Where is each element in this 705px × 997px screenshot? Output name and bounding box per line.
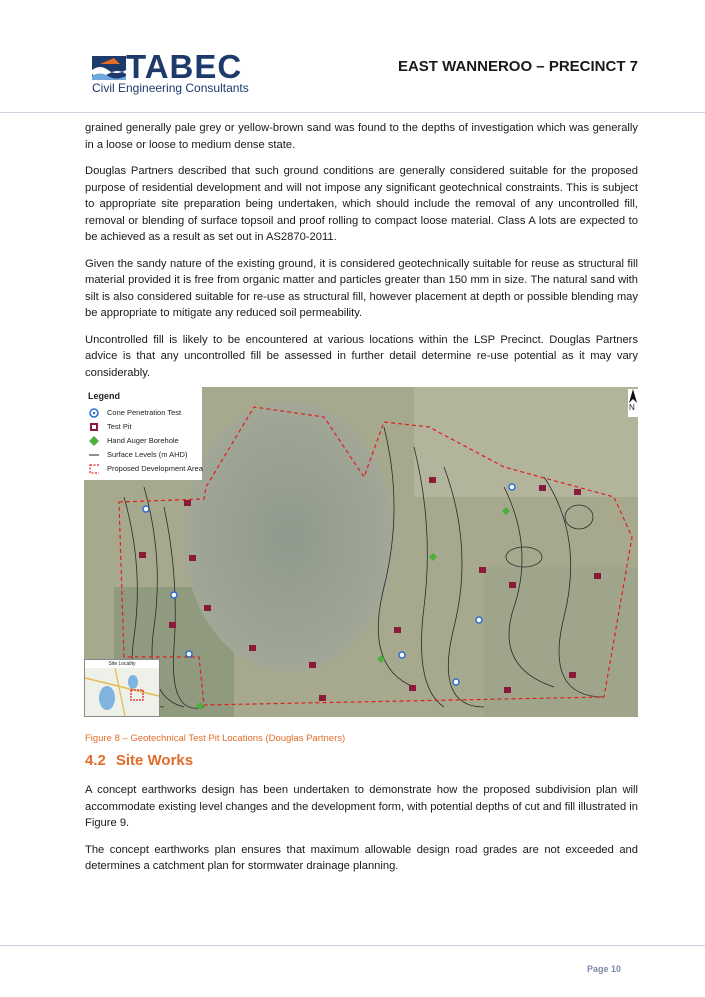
figure-caption: Figure 8 – Geotechnical Test Pit Locations (Douglas Partners) [85, 733, 346, 744]
header-divider [0, 112, 705, 113]
legend-item-cone-penetration [88, 407, 202, 419]
paragraph: The concept earthworks plan ensures that maximum allowable design road grades are not exceeded and determines a catchment plan for stormwater drainage planning. [85, 843, 638, 872]
paragraph: A concept earthworks design has been undertaken to demonstrate how the proposed subdivision plan will accommodate existing level changes and the development form, with potential depths of cut and fill illustrated in Figure 9. [85, 784, 638, 829]
tabec-wave-icon [90, 54, 130, 84]
paragraph: Douglas Partners described that such ground conditions are generally considered suitable for the proposed purpose of residential development and will not impose any significant geotechnical constraints. This is subject to appropriate site preparation being undertaken, which should include the removal of any uncontrolled fill, removal or blending of surface topsoil and proof rolling to compact loose material. Class A lots are expected to be achieved as a result as set out in AS2870-2011. [85, 165, 638, 243]
cone-penetration-icon [89, 408, 99, 418]
legend-item-surface-levels [88, 449, 202, 461]
north-arrow-icon [628, 389, 638, 403]
north-arrow [628, 389, 638, 417]
logo-wordmark: TABEC [126, 48, 243, 85]
locality-map [85, 668, 159, 716]
paragraph: Uncontrolled fill is likely to be encountered at various locations within the LSP Precinct. Douglas Partners advice is that any uncontrolled fill be assessed in further detail determine re-use potential as it may vary considerably. [85, 333, 638, 379]
lake-area [184, 402, 394, 672]
legend-label: Proposed Development Area [107, 464, 203, 473]
section-title: Site Works [115, 752, 194, 769]
paragraph: Given the sandy nature of the existing ground, it is considered geotechnically suitable for reuse as structural fill material provided it is free from organic matter and particles greater than 150 mm in size. The natural sand with silt is also considered suitable for re-use as structural fill, however placement at depth or possible blending may be appropriate to mitigate any reduced soil permeability. [85, 257, 638, 319]
site-locality-inset [84, 659, 160, 717]
legend-label: Hand Auger Borehole [107, 436, 179, 445]
legend-label: Cone Penetration Test [107, 408, 182, 417]
legend-label: Test Pit [107, 422, 132, 431]
legend-title: Legend [88, 391, 121, 401]
logo-subtitle: Civil Engineering Consultants [92, 81, 249, 95]
page-number: Page 10 [586, 964, 621, 974]
tabec-logo [90, 48, 260, 100]
body-text-lower [85, 782, 638, 885]
section-number: 4.2 [85, 752, 106, 769]
geotechnical-map-figure [84, 387, 638, 717]
map-legend [84, 387, 202, 480]
legend-label: Surface Levels (m AHD) [107, 450, 188, 459]
north-label: N [629, 403, 635, 412]
body-text-upper [85, 120, 638, 391]
contour-line-icon [89, 450, 99, 460]
paragraph: grained generally pale grey or yellow-brown sand was found to the depths of investigation which was generally in a loose or loose to medium dense state. [85, 122, 638, 151]
hand-auger-icon [89, 436, 99, 446]
legend-item-hand-auger [88, 435, 202, 447]
legend-item-test-pit [88, 421, 202, 433]
footer-divider [0, 945, 705, 946]
boundary-dashed-icon [89, 464, 99, 474]
document-title: EAST WANNEROO – PRECINCT 7 [397, 58, 638, 75]
legend-item-development-area [88, 463, 202, 475]
inset-title: Site Locality [85, 660, 159, 668]
section-heading [85, 752, 193, 769]
test-pit-icon [89, 422, 99, 432]
